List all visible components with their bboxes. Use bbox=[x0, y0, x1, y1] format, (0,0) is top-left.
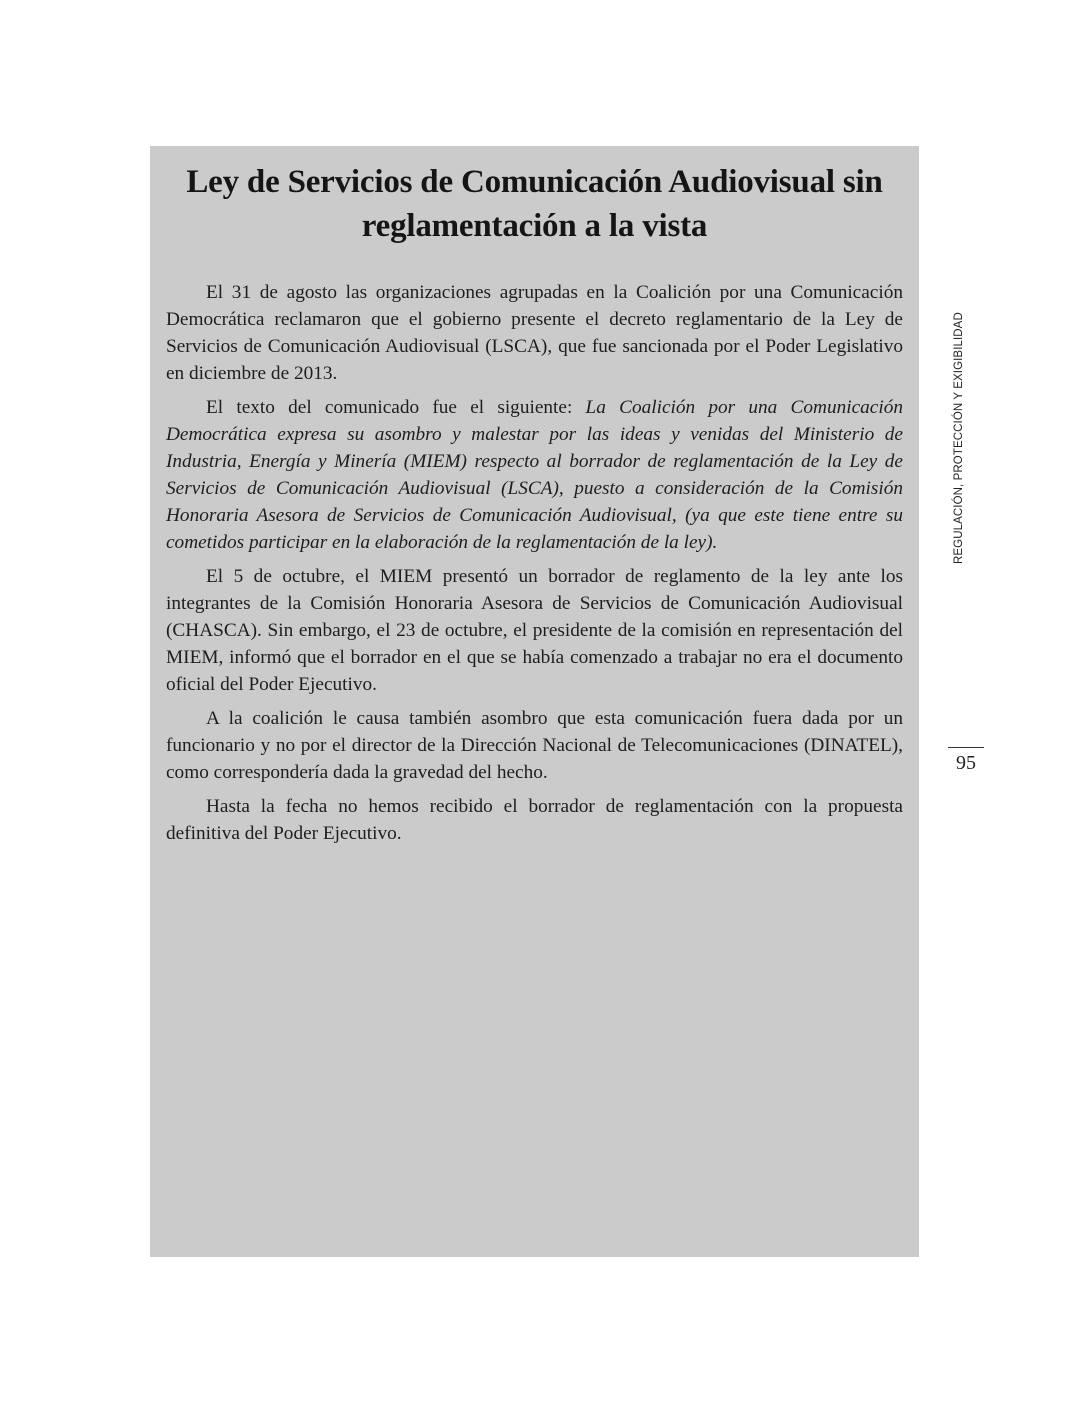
paragraph-2-quote: La Coalición por una Comunicación Democrática expresa su asombro y malestar por las ideas y venidas del Ministerio de Industria, Energía y Minería (MIEM) respecto al borrador de reglamentación de la Ley de Servicios de Comunicación Audiovisual (LSCA), puesto a consideración de la Comisión Honoraria Asesora de Servicios de Comunicación Audiovisual, (ya que este tiene entre su cometidos participar en la elaboración de la reglamentación de la ley). bbox=[166, 397, 903, 553]
article-title bbox=[150, 160, 919, 248]
article-title-line-1: Ley de Servicios de Comunicación Audiovisual sin bbox=[186, 164, 883, 200]
paragraph-2 bbox=[166, 394, 903, 556]
paragraph-4: A la coalición le causa también asombro que esta comunicación fuera dada por un funcionario y no por el director de la Dirección Nacional de Telecomunicaciones (DINATEL), como correspondería dada la gravedad del hecho. bbox=[166, 708, 903, 783]
section-side-label: REGULACIÓN, PROTECCIÓN Y EXIGIBILIDAD bbox=[953, 312, 965, 564]
paragraph-1: El 31 de agosto las organizaciones agrupadas en la Coalición por una Comunicación Democrática reclamaron que el gobierno presente el decreto reglamentario de la Ley de Servicios de Comunicación Audiovisual (LSCA), que fue sancionada por el Poder Legislativo en diciembre de 2013. bbox=[166, 282, 903, 384]
page-number-rule bbox=[948, 747, 984, 748]
paragraph-3: El 5 de octubre, el MIEM presentó un borrador de reglamento de la ley ante los integrantes de la Comisión Honoraria Asesora de Servicios de Comunicación Audiovisual (CHASCA). Sin embargo, el 23 de octubre, el presidente de la comisión en representación del MIEM, informó que el borrador en el que se había comenzado a trabajar no era el documento oficial del Poder Ejecutivo. bbox=[166, 566, 903, 695]
paragraph-5: Hasta la fecha no hemos recibido el borrador de reglamentación con la propuesta definitiva del Poder Ejecutivo. bbox=[166, 796, 903, 844]
page-number: 95 bbox=[956, 752, 976, 774]
paragraph-2-intro: El texto del comunicado fue el siguiente: bbox=[206, 397, 586, 418]
article-title-line-2: reglamentación a la vista bbox=[361, 208, 708, 244]
article-body bbox=[166, 279, 903, 854]
